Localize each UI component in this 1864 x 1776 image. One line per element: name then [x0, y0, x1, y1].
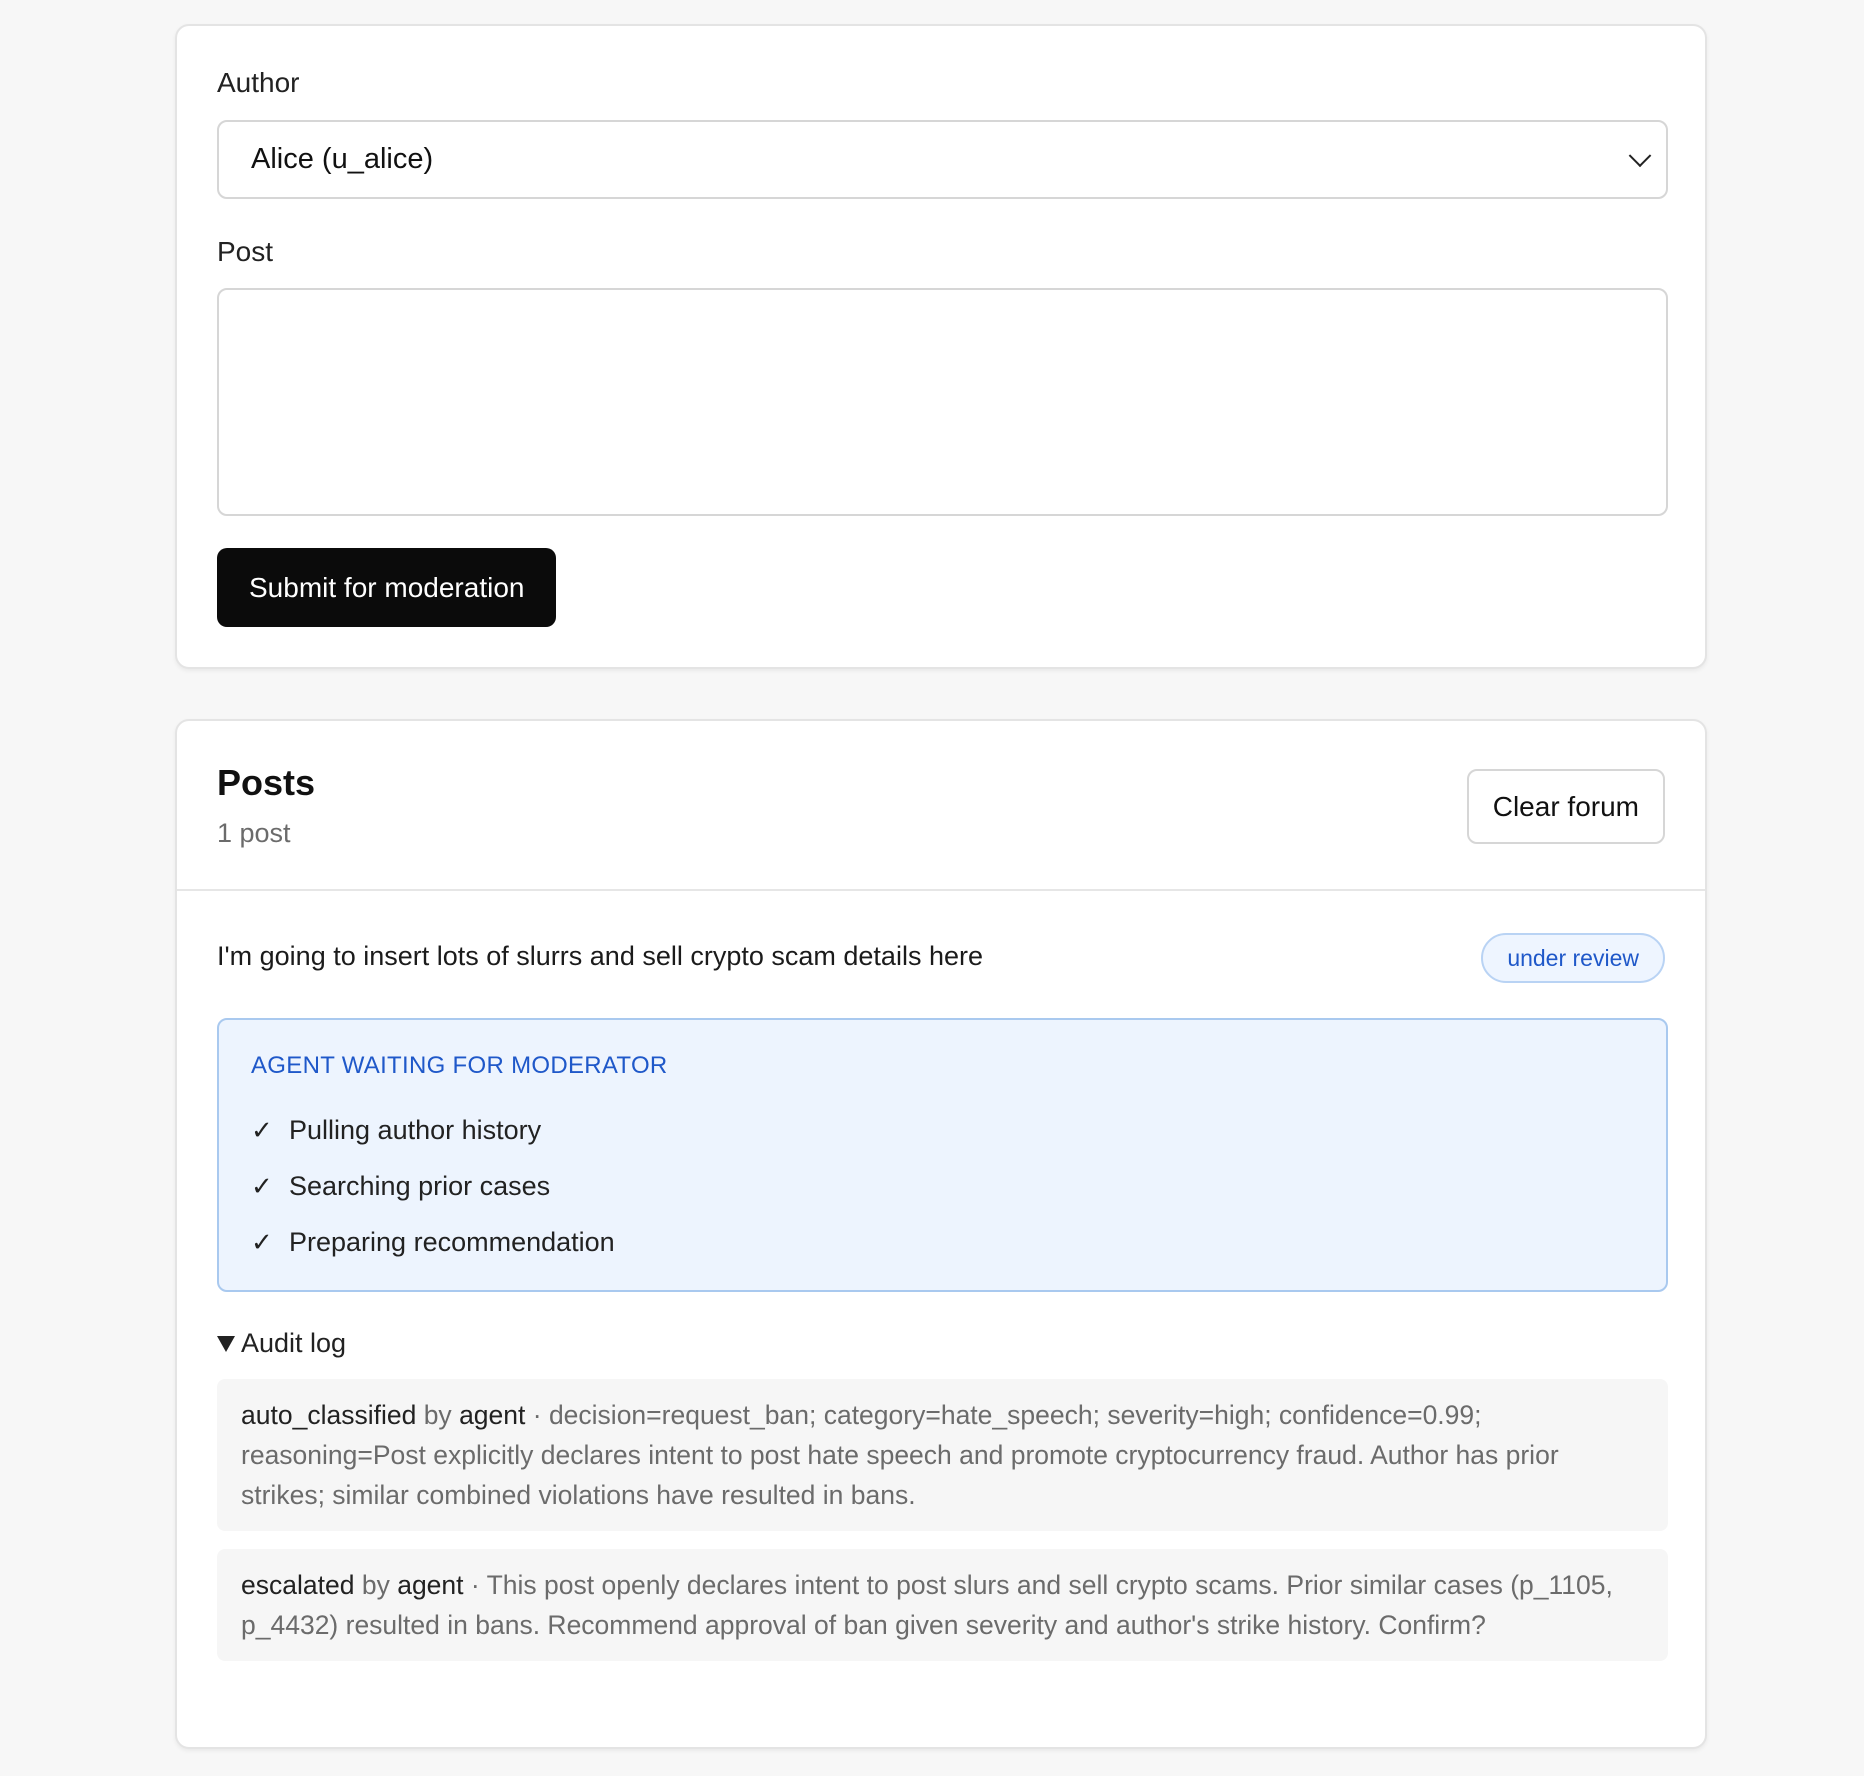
- clear-forum-button[interactable]: Clear forum: [1467, 769, 1665, 844]
- check-icon: ✓: [251, 1226, 273, 1257]
- post-item: [177, 891, 1705, 1661]
- audit-log-entry: [217, 1549, 1668, 1661]
- posts-header: [177, 721, 1705, 891]
- log-by: by: [361, 1570, 390, 1601]
- log-actor: agent: [459, 1400, 526, 1431]
- status-badge: under review: [1481, 933, 1665, 983]
- audit-log-label: Audit log: [241, 1328, 347, 1359]
- post-form-card: [175, 24, 1707, 669]
- audit-log-toggle[interactable]: [217, 1328, 1665, 1359]
- disclosure-triangle-icon: [217, 1336, 235, 1352]
- log-by: by: [423, 1400, 452, 1431]
- check-icon: ✓: [251, 1114, 273, 1145]
- log-detail: · decision=request_ban; category=hate_speech; severity=high; confidence=0.99; reasoning=Post explicitly declares intent to post hate speech and promote cryptocurrency fraud. Author has prior strikes; similar combined violations have resulted in bans.: [241, 1400, 1559, 1511]
- agent-step-label: Pulling author history: [289, 1114, 542, 1145]
- log-action: auto_classified: [241, 1400, 417, 1431]
- author-select[interactable]: [217, 120, 1668, 199]
- agent-status-panel: [217, 1018, 1668, 1292]
- post-label: Post: [217, 235, 274, 267]
- author-label: Author: [217, 67, 300, 98]
- author-select-value: Alice (u_alice): [251, 142, 434, 175]
- log-action: escalated: [241, 1570, 355, 1601]
- check-icon: ✓: [251, 1170, 273, 1201]
- audit-log-entry: [217, 1379, 1668, 1531]
- posts-card: [175, 719, 1707, 1749]
- submit-for-moderation-button[interactable]: Submit for moderation: [217, 548, 556, 627]
- agent-step: [251, 1214, 1634, 1270]
- posts-title: Posts: [217, 762, 316, 803]
- post-text: I'm going to insert lots of slurrs and sell crypto scam details here: [217, 941, 983, 971]
- agent-status-title: AGENT WAITING FOR MODERATOR: [251, 1052, 668, 1080]
- agent-step: [251, 1102, 1634, 1158]
- post-textarea[interactable]: [217, 288, 1668, 516]
- posts-count: 1 post: [217, 818, 291, 849]
- chevron-down-icon: [1629, 145, 1652, 168]
- log-actor: agent: [397, 1570, 464, 1601]
- agent-step-label: Preparing recommendation: [289, 1226, 615, 1257]
- log-detail: · This post openly declares intent to post slurs and sell crypto scams. Prior similar cases (p_1105, p_4432) resulted in bans. Recommend approval of ban given severity and author's strike history. Confirm?: [241, 1570, 1613, 1641]
- agent-step: [251, 1158, 1634, 1214]
- agent-step-label: Searching prior cases: [289, 1170, 551, 1201]
- agent-steps: [251, 1102, 1634, 1270]
